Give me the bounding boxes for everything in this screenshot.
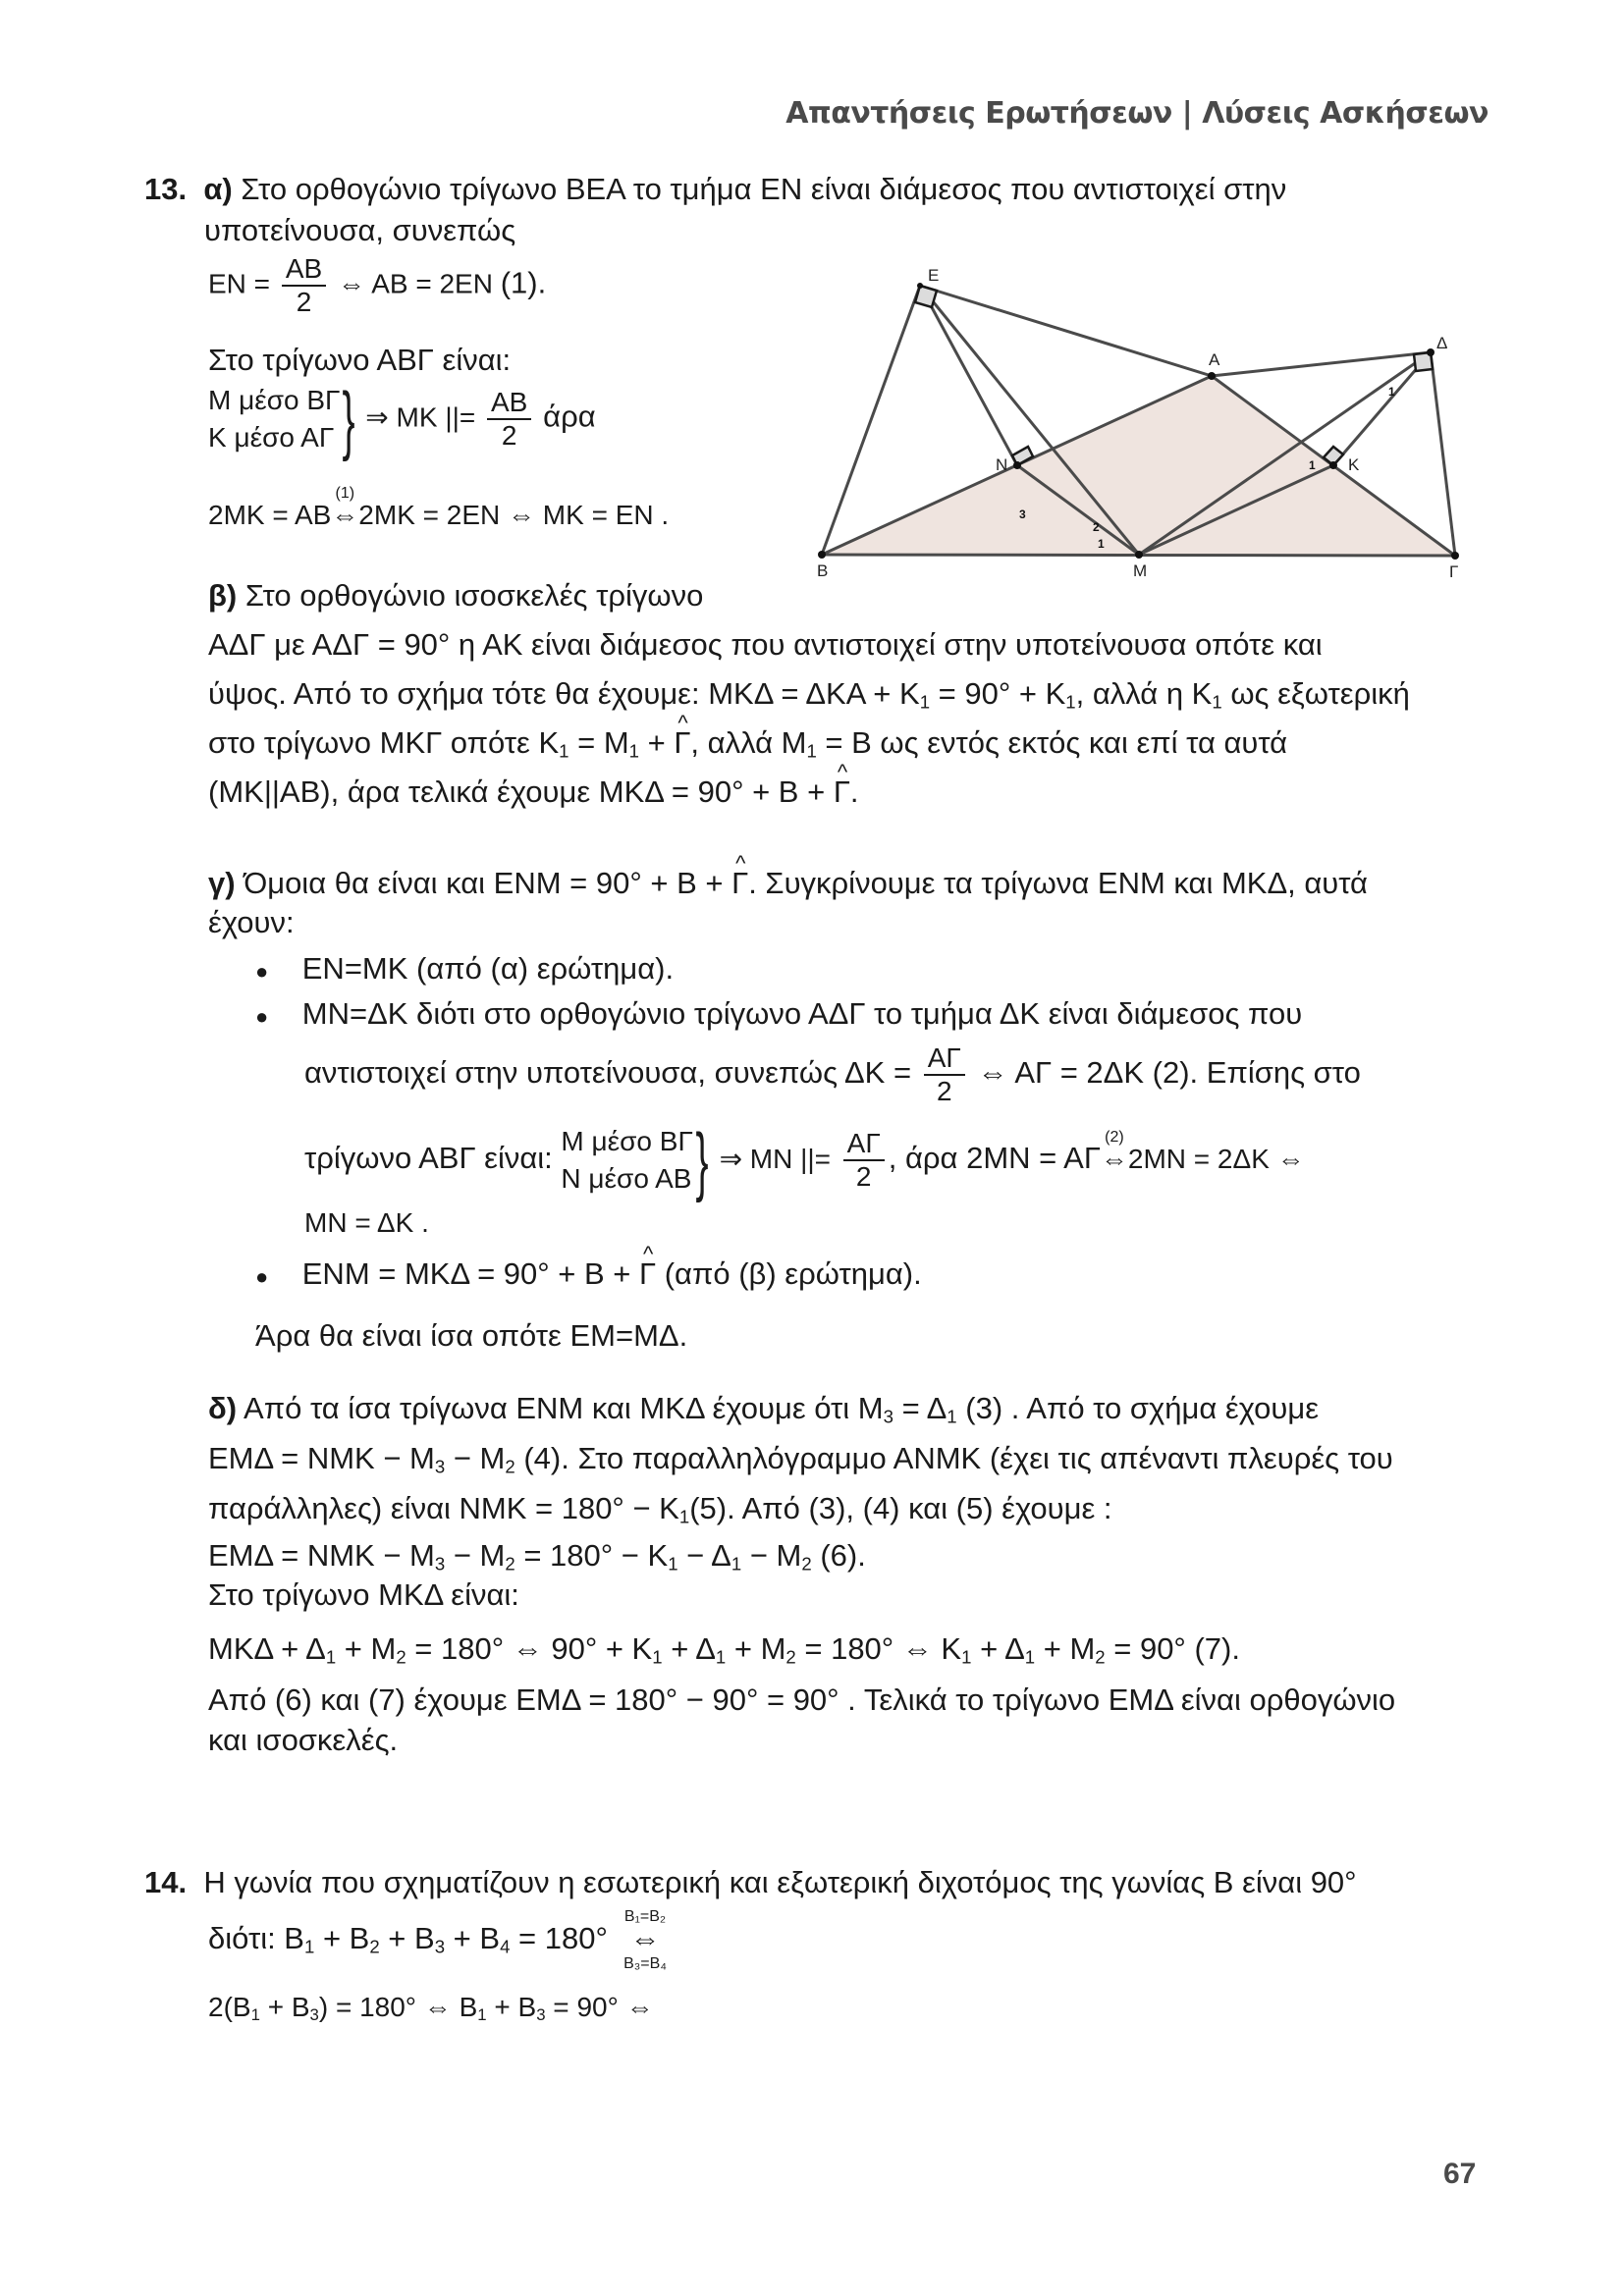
subscript: 1: [678, 1506, 690, 1527]
angle-label-d1: 1: [1388, 385, 1395, 399]
text: + Μ: [726, 1631, 786, 1666]
text: = Δ: [893, 1391, 947, 1425]
point-label-n: Ν: [996, 455, 1008, 474]
bullet-3: [255, 1255, 922, 1297]
equiv-icon: ⇔: [331, 500, 359, 530]
subscript: 3: [434, 1456, 446, 1477]
ref-label: (1): [335, 485, 355, 502]
text: . Συγκρίνουμε τα τρίγωνα ΕΝΜ και ΜΚΔ, αυτά: [748, 866, 1368, 900]
point-label-e: Ε: [928, 266, 940, 285]
text: ύψος. Από το σχήμα τότε θα έχουμε: ΜΚΔ = ΔΚΑ + Κ: [208, 676, 920, 711]
text: , αλλά η Κ: [1075, 676, 1213, 711]
text-line: Στο τρίγωνο ΑΒΓ είναι:: [208, 343, 512, 377]
text: = 90° ⇔: [545, 1992, 654, 2022]
exercise-number: 14.: [144, 1865, 188, 1899]
denominator: 2: [296, 287, 312, 317]
text: ως εξωτερική: [1221, 676, 1410, 711]
eq-rhs: ⇔ AB = 2EN: [337, 268, 493, 299]
text: ΜΝ=ΔΚ διότι στο ορθογώνιο τρίγωνο ΑΔΓ το τμήμα ΔΚ είναι διάμεσος που: [301, 996, 1303, 1031]
condition: Μ μέσο ΒΓ: [561, 1126, 693, 1156]
text: + Μ: [336, 1631, 397, 1666]
angle-label-k1: 1: [1309, 458, 1316, 472]
angle-gamma: ^ Γ: [674, 723, 690, 763]
bullet-icon: ●: [255, 1004, 269, 1029]
angle-label-m3: 3: [1019, 507, 1026, 521]
text: + Β: [445, 1921, 501, 1955]
subscript: 1: [652, 1646, 663, 1668]
eq-part: 2MK = AB: [208, 500, 332, 530]
angle-gamma: ^ Γ: [731, 864, 748, 903]
angle-label-m1: 1: [1098, 537, 1105, 551]
text-line: [208, 773, 859, 812]
subscript: 2: [1095, 1646, 1106, 1668]
bullet-2: [255, 994, 1302, 1037]
subscript: 1: [325, 1646, 337, 1668]
text-line: [208, 1629, 1240, 1678]
text: + Β: [379, 1921, 435, 1955]
text: ΕΜΔ = ΝΜΚ − Μ: [208, 1441, 435, 1475]
text: άρα: [543, 399, 596, 434]
subscript: 1: [731, 1553, 742, 1575]
equiv-icon: ⇔: [629, 1921, 661, 1955]
numerator: AB: [487, 387, 531, 420]
subscript: 1: [250, 2005, 260, 2025]
subscript: 2: [369, 1936, 380, 1957]
page-header: Απαντήσεις Ερωτήσεων | Λύσεις Ασκήσεων: [785, 96, 1489, 131]
exercise-14-line-2: [208, 1908, 667, 1972]
text: Η γωνία που σχηματίζουν η εσωτερική και εξωτερική διχοτόμος της γωνίας Β είναι 90°: [203, 1865, 1357, 1899]
text: + Μ: [1035, 1631, 1096, 1666]
text: + Β: [486, 1992, 537, 2022]
text: = 90° (7).: [1105, 1631, 1240, 1666]
subscript: 1: [1024, 1646, 1036, 1668]
subscript: 1: [947, 1406, 957, 1427]
subscript: 3: [434, 1553, 446, 1575]
part-c-line-1: [208, 864, 1368, 903]
eq-ref: (1).: [500, 265, 547, 300]
text: , άρα 2ΜΝ = ΑΓ: [888, 1141, 1101, 1176]
angle-gamma: ^ Γ: [834, 773, 850, 812]
text: = 180°: [510, 1921, 608, 1955]
bullet-1: [255, 949, 674, 991]
text: − Μ: [445, 1441, 506, 1475]
text: ΕΝ=ΜΚ (από (α) ερώτημα).: [301, 951, 675, 986]
subscript: 2: [396, 1646, 406, 1668]
text: αντιστοιχεί στην υποτείνουσα, συνεπώς ΔΚ =: [304, 1055, 912, 1091]
part-label: γ): [208, 866, 236, 900]
subscript: 1: [303, 1936, 315, 1957]
text: = 180° − Κ: [514, 1538, 669, 1573]
text: (ΜΚ||ΑΒ), άρα τελικά έχουμε ΜΚΔ = 90° + Β +: [208, 774, 834, 809]
text: Στο ορθογώνιο ισοσκελές τρίγωνο: [244, 578, 704, 613]
denominator: 2: [501, 420, 517, 451]
text: + Δ: [971, 1631, 1025, 1666]
subscript: 1: [715, 1646, 727, 1668]
subscript: 3: [309, 2005, 319, 2025]
denominator: 2: [855, 1161, 872, 1192]
subscript: 2: [505, 1553, 515, 1575]
bullet-2-line-4: ΜΝ = ΔΚ .: [304, 1207, 429, 1238]
angle-label-m2: 2: [1093, 520, 1100, 534]
text-line: υποτείνουσα, συνεπώς: [204, 213, 516, 247]
subscript: 1: [961, 1646, 972, 1668]
subscript: 1: [628, 740, 639, 762]
text: = Μ: [568, 725, 629, 760]
condition: K μέσο ΑΓ: [208, 422, 335, 453]
text: = 90° + Κ: [930, 676, 1066, 711]
geometry-figure: [0, 0, 1624, 628]
subscript: 2: [801, 1553, 812, 1575]
text: = 180° ⇔ Κ: [795, 1631, 962, 1666]
ref-label: (2): [1105, 1129, 1124, 1147]
subscript: 3: [434, 1936, 446, 1957]
fraction: [843, 1128, 885, 1193]
page-number: 67: [1443, 2158, 1477, 2190]
subscript: 1: [559, 740, 569, 762]
angle-gamma: ^ Γ: [639, 1255, 656, 1294]
bullet-2-line-3: [304, 1117, 1305, 1203]
condition-top: Β₁=Β₂: [623, 1908, 667, 1925]
point-label-b: Β: [817, 561, 829, 580]
bullet-icon: ●: [255, 1264, 269, 1289]
text-line: Άρα θα είναι ίσα οπότε ΕΜ=ΜΔ.: [255, 1318, 688, 1353]
right-brace-icon: }: [695, 1117, 709, 1203]
equiv-icon: ⇔: [1100, 1144, 1128, 1175]
right-brace-icon: }: [342, 376, 355, 462]
text: .: [849, 774, 859, 809]
text: − Μ: [445, 1538, 506, 1573]
subscript: 1: [668, 1553, 678, 1575]
point-label-k: Κ: [1348, 455, 1360, 474]
text: = Β ως εντός εκτός και επί τα αυτά: [816, 725, 1288, 760]
text: +: [639, 725, 675, 760]
part-d-line-1: [208, 1389, 1319, 1437]
text-line: και ισοσκελές.: [208, 1723, 399, 1757]
numerator: AB: [282, 253, 326, 287]
part-b-line-1: [208, 576, 703, 615]
text-line: [208, 723, 1287, 772]
exercise-14-line-1: [144, 1863, 1357, 1902]
text-line: [208, 674, 1410, 722]
brace-block: [561, 1117, 711, 1203]
subscript: 2: [505, 1456, 515, 1477]
text: (6).: [811, 1538, 866, 1573]
text-line: Από (6) και (7) έχουμε ΕΜΔ = 180° − 90° = 90° . Τελικά το τρίγωνο ΕΜΔ είναι ορθογώνιο: [208, 1682, 1396, 1717]
eq-part: 2MK = 2EN ⇔ MK = EN .: [358, 500, 670, 530]
subscript: 3: [536, 2005, 546, 2025]
text: + Β: [314, 1921, 370, 1955]
subscript: 1: [477, 2005, 487, 2025]
point-label-m: Μ: [1133, 561, 1148, 580]
right-angle-marker-e: [915, 286, 937, 307]
text-line: έχουν:: [208, 905, 295, 939]
exercise-number: 13.: [144, 172, 188, 206]
eq-lhs: EN =: [208, 268, 271, 299]
point-label-d: Δ: [1436, 334, 1448, 352]
text: (από (β) ερώτημα).: [656, 1256, 922, 1291]
text: + Δ: [662, 1631, 716, 1666]
condition: Ν μέσο ΑΒ: [561, 1163, 692, 1194]
subscript: 1: [806, 740, 817, 762]
text: Από τα ίσα τρίγωνα ΕΝΜ και ΜΚΔ έχουμε ότι Μ: [244, 1391, 884, 1425]
result: ⇒ MK ||=: [365, 401, 476, 433]
text-line: Στο τρίγωνο ΜΚΔ είναι:: [208, 1577, 519, 1612]
text: − Μ: [741, 1538, 802, 1573]
text-line: [208, 1439, 1393, 1487]
text: στο τρίγωνο ΜΚΓ οπότε Κ: [208, 725, 560, 760]
point-label-a: Α: [1209, 350, 1220, 369]
text-line: [208, 1489, 1112, 1537]
text: ) = 180° ⇔ Β: [318, 1992, 478, 2022]
subscript: 3: [883, 1406, 893, 1427]
text: Όμοια θα είναι και ΕΝΜ = 90° + Β +: [244, 866, 732, 900]
arrow-with-ref: [1100, 1129, 1128, 1179]
result: ⇒ ΜΝ ||=: [719, 1144, 832, 1175]
part-label: α): [203, 172, 233, 206]
subscript: 1: [919, 691, 931, 713]
text: ΜΚΔ + Δ: [208, 1631, 326, 1666]
condition-bottom: Β₃=Β₄: [623, 1955, 667, 1972]
part-label: δ): [208, 1391, 238, 1425]
numerator: ΑΓ: [843, 1128, 885, 1161]
text: τρίγωνο ΑΒΓ είναι:: [304, 1141, 553, 1176]
bullet-icon: ●: [255, 959, 269, 984]
text: (5). Από (3), (4) και (5) έχουμε :: [689, 1491, 1112, 1525]
condition: M μέσο ΒΓ: [208, 385, 341, 415]
text: + Β: [259, 1992, 310, 2022]
subscript: 4: [500, 1936, 511, 1957]
text: 2(Β: [208, 1992, 251, 2022]
text: = 180° ⇔ 90° + Κ: [406, 1631, 653, 1666]
fraction: [924, 1042, 965, 1107]
text: 2ΜΝ = 2ΔΚ ⇔: [1127, 1144, 1305, 1175]
subscript: 1: [1065, 691, 1076, 713]
numerator: ΑΓ: [924, 1042, 965, 1076]
text: , αλλά Μ: [690, 725, 807, 760]
subscript: 1: [1212, 691, 1222, 713]
text: διότι: Β: [208, 1921, 304, 1955]
arrow-with-conditions: [623, 1908, 667, 1972]
point-label-g: Γ: [1449, 562, 1459, 581]
text: (4). Στο παραλληλόγραμμο ΑΝΜΚ (έχει τις απέναντι πλευρές του: [514, 1441, 1393, 1475]
text: ΕΜΔ = ΝΜΚ − Μ: [208, 1538, 435, 1573]
bullet-2-line-2: [304, 1042, 1361, 1107]
text: − Δ: [677, 1538, 731, 1573]
text-line: ΑΔΓ με ΑΔΓ = 90° η ΑΚ είναι διάμεσος που αντιστοιχεί στην υποτείνουσα οπότε και: [208, 627, 1323, 662]
text: Στο ορθογώνιο τρίγωνο ΒΕΑ το τμήμα ΕΝ είναι διάμεσος που αντιστοιχεί στην: [241, 172, 1287, 206]
denominator: 2: [936, 1076, 952, 1106]
text: (3) . Από το σχήμα έχουμε: [956, 1391, 1320, 1425]
subscript: 2: [785, 1646, 796, 1668]
text: ΕΝΜ = ΜΚΔ = 90° + Β +: [301, 1256, 640, 1291]
part-label: β): [208, 578, 238, 613]
text: παράλληλες) είναι ΝΜΚ = 180° − Κ: [208, 1491, 679, 1525]
text: ⇔ ΑΓ = 2ΔΚ (2). Επίσης στο: [977, 1055, 1361, 1091]
exercise-14-line-3: [208, 1988, 654, 2035]
